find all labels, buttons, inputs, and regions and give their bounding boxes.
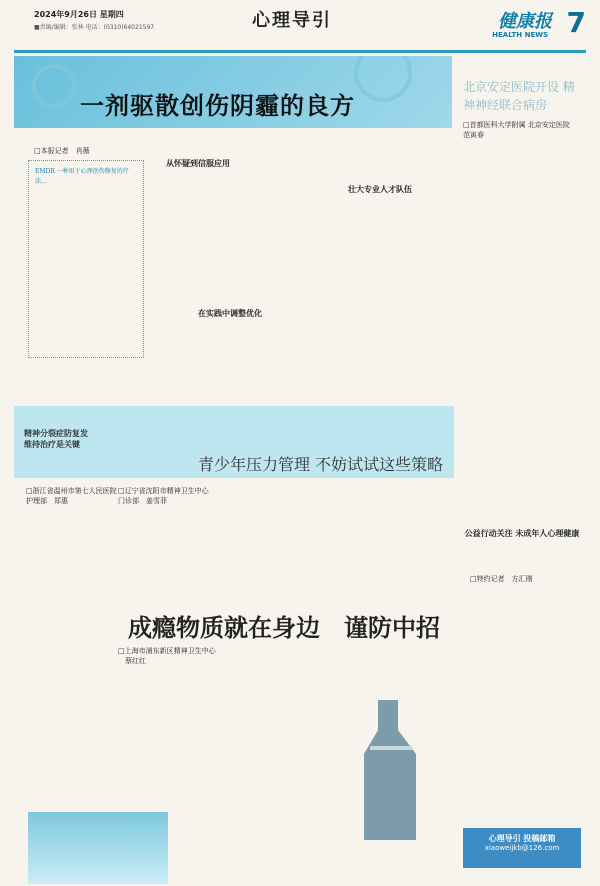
page-number: 7 (566, 6, 586, 39)
abstract-box: EMDR 一种用于心理创伤修复的疗法... (28, 160, 144, 358)
right-article-byline: □特约记者 方汇刚 (470, 575, 533, 583)
right-column (463, 78, 581, 442)
submission-email: xiaoweijkb@126.com (484, 844, 560, 852)
section-title-text: 心理导引 (252, 10, 332, 31)
main-headline: 一剂驱散创伤阴霾的良方 (80, 92, 355, 120)
feature-banner (14, 406, 454, 478)
brand-subtitle: HEALTH NEWS (492, 31, 548, 39)
submission-title: 心理导引 投稿邮箱 (488, 834, 556, 843)
article-byline: □上海市浦东新区精神卫生中心 蔡红红 (118, 647, 216, 665)
sidebar-byline: □首都医科大学附属 北京安定医院 范寅春 (463, 121, 577, 139)
submission-box (463, 828, 581, 868)
section-heading: 在实践中调整优化 (198, 309, 262, 318)
feature-title: 青少年压力管理 不妨试试这些策略 (198, 455, 444, 474)
article-byline: □本报记者 肖薇 (34, 147, 90, 155)
issue-date: 2024年9月26日 星期四 (34, 10, 124, 19)
bottom-headline: 成瘾物质就在身边 谨防中招 (128, 614, 440, 642)
feature-photo (28, 812, 168, 884)
bottle-svg (348, 690, 434, 850)
header-contact: ■责编/编辑：张林 电话：(0310)64021597 (34, 24, 155, 31)
feature-left-title: 精神分裂症防复发 维持治疗是关键 (24, 429, 88, 449)
right-article-title: 公益行动关注 未成年人心理健康 (464, 529, 580, 538)
article-column (156, 170, 294, 358)
article-subtitle: 从怀疑到信服应用 (166, 159, 230, 168)
page-header (14, 6, 586, 52)
article-column (304, 146, 444, 366)
bottle-illustration (348, 690, 434, 850)
public-welfare-box (463, 528, 581, 558)
sidebar-title: 北京安定医院开设 精神神经联合病房 (463, 80, 575, 112)
article-byline: □辽宁省沈阳市精神卫生中心 门诊部 姜雪菲 (118, 487, 209, 505)
circle-decoration (32, 64, 76, 108)
article-byline: □浙江省温州市第七人民医院 护理部 郑惠 (26, 487, 117, 505)
brand-logo: 健康报 (498, 11, 552, 32)
header-rule (14, 50, 586, 53)
section-title (252, 6, 332, 32)
section-heading: 壮大专业人才队伍 (348, 185, 412, 194)
circle-decoration (354, 56, 412, 102)
